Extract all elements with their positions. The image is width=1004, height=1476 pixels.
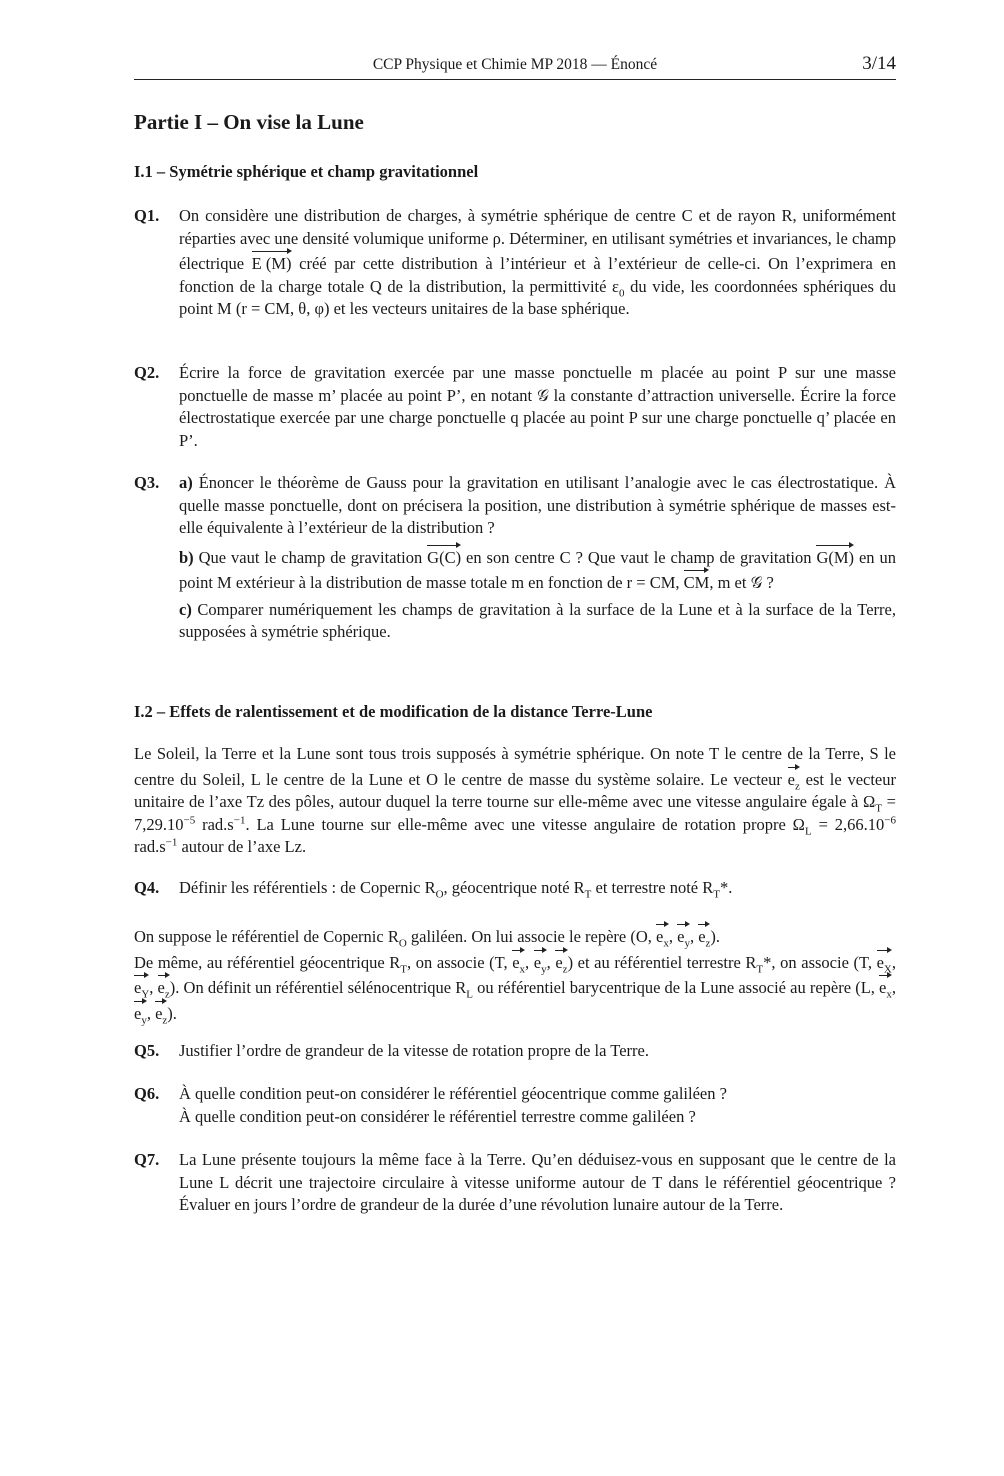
part-label: a) xyxy=(179,473,193,492)
subscript: x xyxy=(886,988,892,1001)
question-text xyxy=(179,877,896,900)
text-run: créé par cette distribution à l’intérieur et à l’extérieur de celle-ci. On l’exprimera en fonction de la charge totale Q de la distribution, la permittivité ε xyxy=(179,254,896,296)
text-run: Définir les référentiels : de Copernic R xyxy=(179,878,436,897)
vector-letter: e xyxy=(155,1003,163,1023)
text-run: autour de l’axe Lz. xyxy=(177,837,307,856)
vector-eY xyxy=(134,974,149,1000)
part-label: c) xyxy=(179,599,192,619)
text-run: ou référentiel barycentrique de la Lune associé au repère (L, xyxy=(473,978,880,997)
separator: , xyxy=(891,952,896,972)
text-run: . La Lune tourne sur elle-même avec une vitesse angulaire de rotation propre Ω xyxy=(245,814,805,834)
vector-ez xyxy=(555,949,567,975)
vector-letter: e xyxy=(677,927,685,946)
question-3 xyxy=(134,472,896,644)
text-run: = 2,66.10 xyxy=(811,814,885,834)
question-label: Q5. xyxy=(134,1041,160,1060)
subscript: O xyxy=(398,937,407,950)
subscript: z xyxy=(562,962,568,975)
vector-letter: e xyxy=(876,952,884,972)
vector-letter: e xyxy=(157,978,165,997)
text-run: Le Soleil, la Terre et la Lune sont tous trois supposés à symétrie sphérique. On note T le centre de la Terre, S le centre du Soleil, L le centre de la Lune et O le centre de masse du système solaire. Le vecteur xyxy=(134,744,896,789)
text-run: ) et au référentiel terrestre R xyxy=(567,952,757,972)
subscript: 0 xyxy=(618,286,625,299)
superscript: −5 xyxy=(183,814,196,826)
vector-g-c: G(C) xyxy=(427,544,461,570)
vector-letter: e xyxy=(656,927,664,946)
separator: , xyxy=(146,1003,156,1023)
question-1 xyxy=(134,205,896,321)
vector-ez xyxy=(698,923,710,949)
question-text xyxy=(179,205,896,321)
intro-paragraph xyxy=(134,743,896,859)
vector-ex xyxy=(512,949,525,975)
paragraph: Écrire la force de gravitation exercée par une masse ponctuelle m placée au point P sur une masse ponctuelle de masse m’ placée au point P’, en notant 𝒢 la constante d’attraction universelle. Écrire la force électrostatique exercée par une charge ponctuelle q placée au point P sur une charge ponctuelle q’ placée en P’. xyxy=(179,363,896,450)
question-2 xyxy=(134,362,896,452)
text-run: en un point M extérieur à la distribution de masse totale m en fonction de r = CM, xyxy=(179,547,896,592)
subscript: T xyxy=(400,962,408,975)
question-label: Q4. xyxy=(134,878,160,897)
vector-ex xyxy=(879,974,892,1000)
question-7 xyxy=(134,1149,896,1217)
part-label: b) xyxy=(179,547,194,567)
text-run: On suppose le référentiel de Copernic R xyxy=(134,927,399,946)
text-run: et terrestre noté R xyxy=(591,878,714,897)
vector-letter: e xyxy=(134,978,142,997)
subscript: y xyxy=(141,1013,147,1026)
subscript: T xyxy=(756,962,764,975)
separator: , xyxy=(668,927,678,946)
text-run: , on associe (T, xyxy=(407,952,513,972)
vector-ez xyxy=(158,974,170,1000)
subscript: T xyxy=(713,888,720,901)
question-label: Q3. xyxy=(134,473,160,492)
text-run: On considère une distribution de charges, à symétrie sphérique de centre C et de rayon R, uniformément réparties avec une densité volumique uniforme ρ. Déterminer, en utilisant symétries et invariances, le champ électrique xyxy=(179,206,896,273)
vector-ey xyxy=(677,923,690,949)
question-text xyxy=(179,362,896,452)
text-run: *. xyxy=(720,878,733,897)
separator: , xyxy=(546,952,556,972)
subscript: T xyxy=(584,888,592,901)
vector-letter: e xyxy=(533,952,542,972)
question-5 xyxy=(134,1040,896,1063)
question-label: Q7. xyxy=(134,1150,160,1169)
vector-g-m: G(M) xyxy=(816,544,854,570)
subscript: x xyxy=(519,962,526,975)
question-label: Q6. xyxy=(134,1084,160,1103)
subscript: y xyxy=(684,937,690,950)
part-title: Partie I – On vise la Lune xyxy=(134,110,364,134)
vector-ez xyxy=(155,1000,167,1026)
question-label: Q1. xyxy=(134,206,160,225)
header-title: CCP Physique et Chimie MP 2018 — Énoncé xyxy=(372,56,658,73)
text-run: *, on associe (T, xyxy=(763,952,877,972)
question-4 xyxy=(134,877,896,900)
subscript: L xyxy=(804,824,812,837)
text-run: ). xyxy=(710,927,721,946)
page-header xyxy=(134,52,896,80)
paragraph: À quelle condition peut-on considérer le référentiel terrestre comme galiléen ? xyxy=(179,1106,696,1126)
text-run: Que vaut le champ de gravitation xyxy=(193,547,428,567)
vector-letter: e xyxy=(698,927,706,946)
vector-letter: e xyxy=(787,769,795,789)
subscript: z xyxy=(162,1013,168,1026)
text-run: Comparer numériquement les champs de gravitation à la surface de la Lune et à la surface de la Terre, supposées à symétrie sphérique. xyxy=(179,599,896,641)
question-6 xyxy=(134,1083,896,1128)
vector-ey xyxy=(134,1000,147,1026)
text-run: est le vecteur unitaire de l’axe Tz des pôles, autour duquel la terre tourne sur elle-même avec une vitesse angulaire égale à Ω xyxy=(134,769,896,811)
subscript: z xyxy=(164,988,170,1001)
text-run: du vide, les coordonnées sphériques du point M (r = CM, θ, φ) et les vecteurs unitaires de la base sphérique. xyxy=(179,276,896,318)
text-run: , géocentrique noté R xyxy=(443,878,585,897)
subscript: L xyxy=(466,988,474,1001)
text-run: ). xyxy=(167,1003,177,1023)
vector-ex xyxy=(656,923,669,949)
paragraph: Justifier l’ordre de grandeur de la vitesse de rotation propre de la Terre. xyxy=(179,1041,649,1060)
paragraph: La Lune présente toujours la même face à la Terre. Qu’en déduisez-vous en supposant que le centre de la Lune L décrit une trajectoire circulaire à vitesse uniforme autour de T dans le référentiel géocentrique ? Évaluer en jours l’ordre de grandeur de la durée d’une révolution lunaire autour de la Terre. xyxy=(179,1150,896,1214)
vector-letter: e xyxy=(512,952,520,972)
text-run: , m et 𝒢 ? xyxy=(709,573,774,592)
superscript: −6 xyxy=(884,814,896,826)
separator: , xyxy=(689,927,699,946)
vector-letter: e xyxy=(134,1003,142,1023)
section-title-1: I.1 – Symétrie sphérique et champ gravitationnel xyxy=(134,162,479,181)
subscript: T xyxy=(875,802,883,815)
section-title-2: I.2 – Effets de ralentissement et de modification de la distance Terre-Lune xyxy=(134,702,653,721)
superscript: −1 xyxy=(165,836,178,849)
subscript: X xyxy=(883,962,892,975)
text-run: rad.s xyxy=(134,837,166,856)
subscript: z xyxy=(705,937,711,950)
question-text xyxy=(179,472,896,644)
page-number: 3/14 xyxy=(862,53,896,74)
vector-cm: CM xyxy=(684,569,710,595)
frames-paragraph xyxy=(134,923,896,1025)
question-text xyxy=(179,1149,896,1217)
paragraph: À quelle condition peut-on considérer le référentiel géocentrique comme galiléen ? xyxy=(179,1084,727,1103)
question-text xyxy=(179,1040,896,1063)
text-run: ). On définit un référentiel sélénocentrique R xyxy=(169,978,467,997)
vector-ez xyxy=(788,766,800,792)
subscript: x xyxy=(663,937,669,950)
subscript: z xyxy=(794,779,800,792)
separator: , xyxy=(891,978,896,997)
vector-letter: e xyxy=(555,952,563,972)
superscript: −1 xyxy=(233,814,246,826)
vector-letter: e xyxy=(879,978,887,997)
text-run: Énoncer le théorème de Gauss pour la gravitation en utilisant l’analogie avec le cas électrostatique. À quelle masse ponctuelle, dont on précisera la position, une distribution à symétrie sphérique de masses est-elle équivalente à l’extérieur de la distribution ? xyxy=(179,473,896,537)
text-run: De même, au référentiel géocentrique R xyxy=(134,952,401,972)
text-run: = 7,29.10 xyxy=(134,792,896,834)
subscript: Y xyxy=(141,988,150,1001)
text-run: rad.s xyxy=(195,814,234,834)
separator: , xyxy=(149,978,158,997)
separator: , xyxy=(525,952,534,972)
question-label: Q2. xyxy=(134,363,160,382)
question-text xyxy=(179,1083,896,1128)
vector-e-m: E (M) xyxy=(252,250,292,276)
subscript: O xyxy=(435,888,444,901)
text-run: en son centre C ? Que vaut le champ de gravitation xyxy=(461,547,817,567)
text-run: galiléen. On lui associe le repère (O, xyxy=(406,927,657,946)
vector-ey xyxy=(534,949,547,975)
vector-eX xyxy=(877,949,892,975)
subscript: y xyxy=(541,962,547,975)
